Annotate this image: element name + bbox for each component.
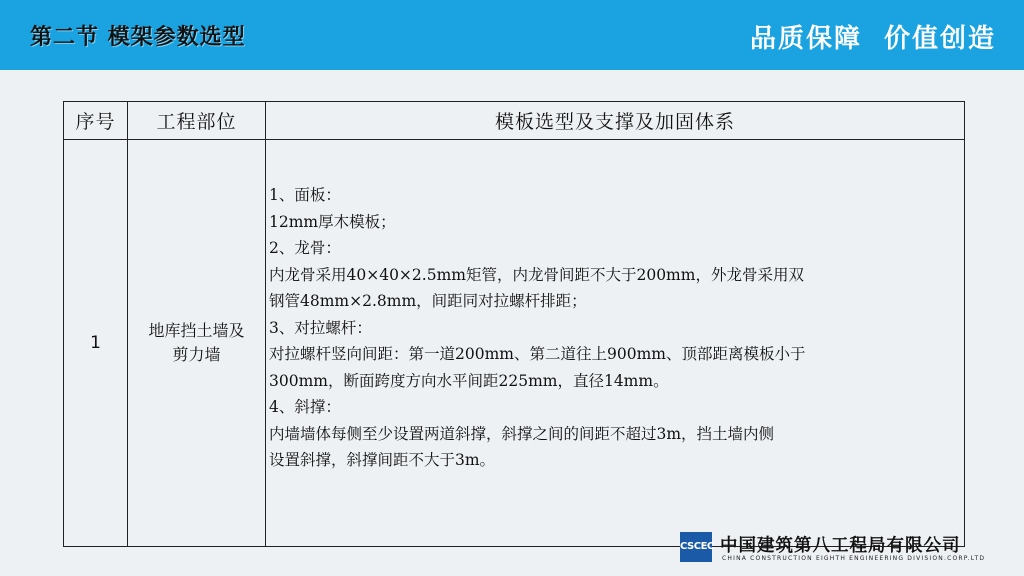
- slogan-value: 价值创造: [883, 24, 996, 54]
- footer-company: [680, 530, 1010, 566]
- row-part-line: 地库挡土墙及: [148, 321, 245, 340]
- description-line: 内墙墙体每侧至少设置两道斜撑，斜撑之间的间距不超过3m，挡土墙内侧: [269, 424, 775, 443]
- row-part: [128, 140, 266, 547]
- formwork-spec-table: [63, 101, 965, 547]
- table-row: [64, 140, 965, 547]
- company-english-name: CHINA CONSTRUCTION EIGHTH ENGINEERING DIVISION.CORP.LTD: [722, 555, 986, 562]
- column-header-no: 序号: [64, 102, 128, 140]
- description-line: 4、斜撑：: [269, 398, 341, 416]
- row-description: [266, 140, 965, 547]
- row-number: 1: [64, 140, 128, 547]
- description-line: 内龙骨采用40×40×2.5mm矩管，内龙骨间距不大于200mm，外龙骨采用双: [269, 265, 804, 284]
- description-line: 对拉螺杆竖向间距：第一道200mm、第二道往上900mm、顶部距离模板小于: [269, 345, 806, 363]
- header-bar: [0, 0, 1024, 70]
- description-line: 3、对拉螺杆：: [269, 318, 372, 337]
- company-name: 中国建筑第八工程局有限公司: [720, 536, 961, 556]
- cscec-logo-icon: CSCEC: [680, 532, 712, 562]
- slogan-quality: 品质保障: [749, 24, 862, 54]
- section-title: 第二节 模架参数选型: [30, 24, 246, 50]
- description-line: 2、龙骨：: [269, 239, 341, 257]
- description-line: 钢管48mm×2.8mm，间距同对拉螺杆排距；: [269, 292, 587, 310]
- description-line: 300mm，断面跨度方向水平间距225mm，直径14mm。: [269, 371, 669, 390]
- row-part-line: 剪力墙: [172, 345, 221, 364]
- description-line: 设置斜撑，斜撑间距不大于3m。: [269, 451, 496, 469]
- table-header-row: [64, 102, 965, 140]
- slogan: [750, 18, 996, 55]
- column-header-part: 工程部位: [128, 102, 266, 140]
- description-line: 1、面板：: [269, 186, 341, 204]
- description-line: 12mm厚木模板；: [269, 212, 396, 231]
- column-header-system: 模板选型及支撑及加固体系: [266, 102, 965, 140]
